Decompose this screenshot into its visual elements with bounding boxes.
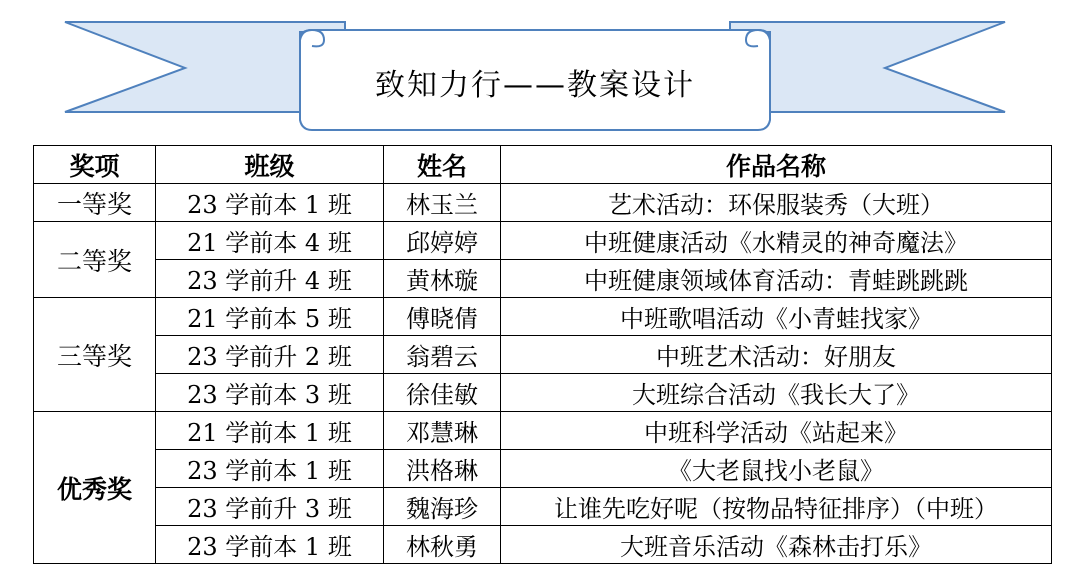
class-cell: 23 学前本 1 班 — [156, 184, 384, 222]
class-cell: 23 学前本 1 班 — [156, 526, 384, 564]
award-cell: 二等奖 — [34, 222, 156, 298]
work-cell: 中班健康活动《水精灵的神奇魔法》 — [501, 222, 1052, 260]
award-cell: 一等奖 — [34, 184, 156, 222]
table-row — [34, 260, 1052, 298]
class-cell: 23 学前本 3 班 — [156, 374, 384, 412]
name-cell: 邓慧琳 — [384, 412, 501, 450]
class-cell: 23 学前升 3 班 — [156, 488, 384, 526]
class-cell: 21 学前本 5 班 — [156, 298, 384, 336]
ribbon-right-tail — [730, 22, 1005, 112]
work-cell: 中班健康领域体育活动：青蛙跳跳跳 — [501, 260, 1052, 298]
table-row — [34, 336, 1052, 374]
award-cell: 三等奖 — [34, 298, 156, 412]
award-cell: 优秀奖 — [34, 412, 156, 564]
table-header-row — [34, 146, 1052, 184]
banner-title: 致知力行——教案设计 — [375, 68, 695, 103]
name-cell: 徐佳敏 — [384, 374, 501, 412]
class-cell: 23 学前升 4 班 — [156, 260, 384, 298]
work-cell: 艺术活动：环保服装秀（大班） — [501, 184, 1052, 222]
table-row — [34, 184, 1052, 222]
name-cell: 邱婷婷 — [384, 222, 501, 260]
table-row — [34, 222, 1052, 260]
table-row — [34, 374, 1052, 412]
work-cell: 让谁先吃好呢（按物品特征排序）（中班） — [501, 488, 1052, 526]
work-cell: 中班艺术活动：好朋友 — [501, 336, 1052, 374]
header-award: 奖项 — [34, 146, 156, 184]
work-cell: 《大老鼠找小老鼠》 — [501, 450, 1052, 488]
class-cell: 21 学前本 1 班 — [156, 412, 384, 450]
work-cell: 中班科学活动《站起来》 — [501, 412, 1052, 450]
awards-table — [33, 145, 1052, 564]
class-cell: 23 学前升 2 班 — [156, 336, 384, 374]
table-row — [34, 298, 1052, 336]
name-cell: 洪格琳 — [384, 450, 501, 488]
header-name: 姓名 — [384, 146, 501, 184]
header-work: 作品名称 — [501, 146, 1052, 184]
work-cell: 大班音乐活动《森林击打乐》 — [501, 526, 1052, 564]
name-cell: 傅晓倩 — [384, 298, 501, 336]
class-cell: 21 学前本 4 班 — [156, 222, 384, 260]
table-row — [34, 526, 1052, 564]
name-cell: 翁碧云 — [384, 336, 501, 374]
table-row — [34, 488, 1052, 526]
table-row — [34, 450, 1052, 488]
work-cell: 大班综合活动《我长大了》 — [501, 374, 1052, 412]
class-cell: 23 学前本 1 班 — [156, 450, 384, 488]
header-class: 班级 — [156, 146, 384, 184]
work-cell: 中班歌唱活动《小青蛙找家》 — [501, 298, 1052, 336]
name-cell: 林秋勇 — [384, 526, 501, 564]
name-cell: 林玉兰 — [384, 184, 501, 222]
name-cell: 魏海珍 — [384, 488, 501, 526]
name-cell: 黄林璇 — [384, 260, 501, 298]
table-row — [34, 412, 1052, 450]
